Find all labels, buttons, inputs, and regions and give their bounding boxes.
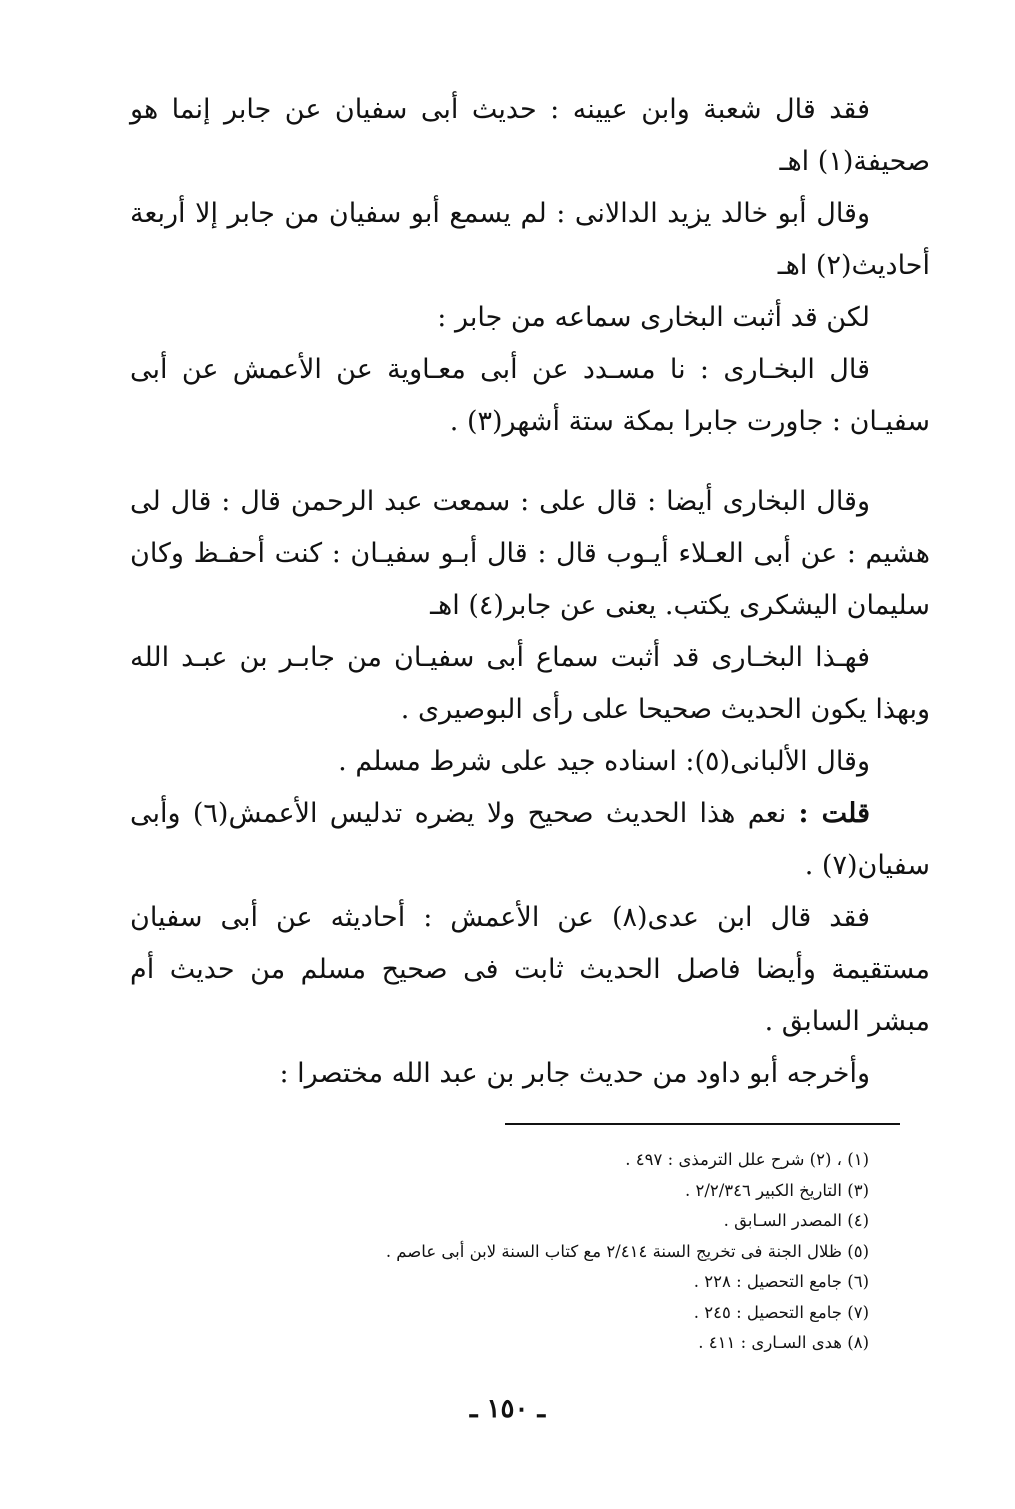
footnote-divider: [505, 1123, 900, 1125]
footnote-5: (٥) ظلال الجنة فى تخريج السنة ٢/٤١٤ مع كتاب السنة لابن أبى عاصم .: [385, 1241, 869, 1261]
paragraph-albani: وقال الألبانى(٥): اسناده جيد على شرط مسلم .: [338, 746, 870, 777]
paragraph-abu-dawud: وأخرجه أبو داود من حديث جابر بن عبد الله مختصرا :: [279, 1058, 870, 1089]
paragraph-bukhari-sama: لكن قد أثبت البخارى سماعه من جابر :: [437, 302, 870, 333]
footnote-3: (٣) التاريخ الكبير ٢/٢/٣٤٦ .: [684, 1180, 869, 1200]
paragraph-abu-khalid: وقال أبو خالد يزيد الدالانى : لم يسمع أبو سفيان من جابر إلا أربعة أحاديث(٢) اهـ: [130, 198, 930, 281]
footnote-4: (٤) المصدر السـابق .: [723, 1211, 869, 1230]
page-number: ـ ١٥٠ ـ: [469, 1394, 546, 1424]
main-text: [130, 84, 930, 1100]
paragraph-qult: [130, 788, 930, 892]
footnote-8: (٨) هدى السـارى : ٤١١ .: [698, 1333, 869, 1352]
paragraph-shuba: فقد قال شعبة وابن عيينه : حديث أبى سفيان عن جابر إنما هو صحيفة(١) اهـ: [130, 94, 930, 177]
paragraph-bukhari-ali: وقال البخارى أيضا : قال على : سمعت عبد الرحمن قال : قال لى هشيم : عن أبى العـلاء أيـوب قال : قال أبـو سفيـان : كنت أحفـظ وكان سليمان اليشكرى يكتب. يعنى عن جابر(٤) اهـ: [130, 486, 930, 621]
paragraph-conclusion: فهـذا البخـارى قد أثبت سماع أبى سفيـان من جابـر بن عبـد الله وبهذا يكون الحديث صحيحا على رأى البوصيرى .: [130, 642, 930, 725]
paragraph-bukhari-musaddad: قال البخـارى : نا مسـدد عن أبى معـاوية عن الأعمش عن أبى سفيـان : جاورت جابرا بمكة ستة أشهر(٣) .: [130, 354, 930, 437]
qult-text: نعم هذا الحديث صحيح ولا يضره تدليس الأعمش(٦) وأبى سفيان(٧) .: [130, 798, 930, 881]
footnote-7: (٧) جامع التحصيل : ٢٤٥ .: [693, 1302, 869, 1322]
paragraph-ibn-adi: فقد قال ابن عدى(٨) عن الأعمش : أحاديثه عن أبى سفيان مستقيمة وأيضا فاصل الحديث ثابت فى صحيح مسلم من حديث أم مبشر السابق .: [130, 902, 930, 1037]
footnote-1-2: (١) ، (٢) شرح علل الترمذى : ٤٩٧ .: [625, 1150, 869, 1169]
qult-label: قلت :: [798, 798, 870, 829]
footnote-6: (٦) جامع التحصيل : ٢٢٨ .: [693, 1272, 869, 1291]
